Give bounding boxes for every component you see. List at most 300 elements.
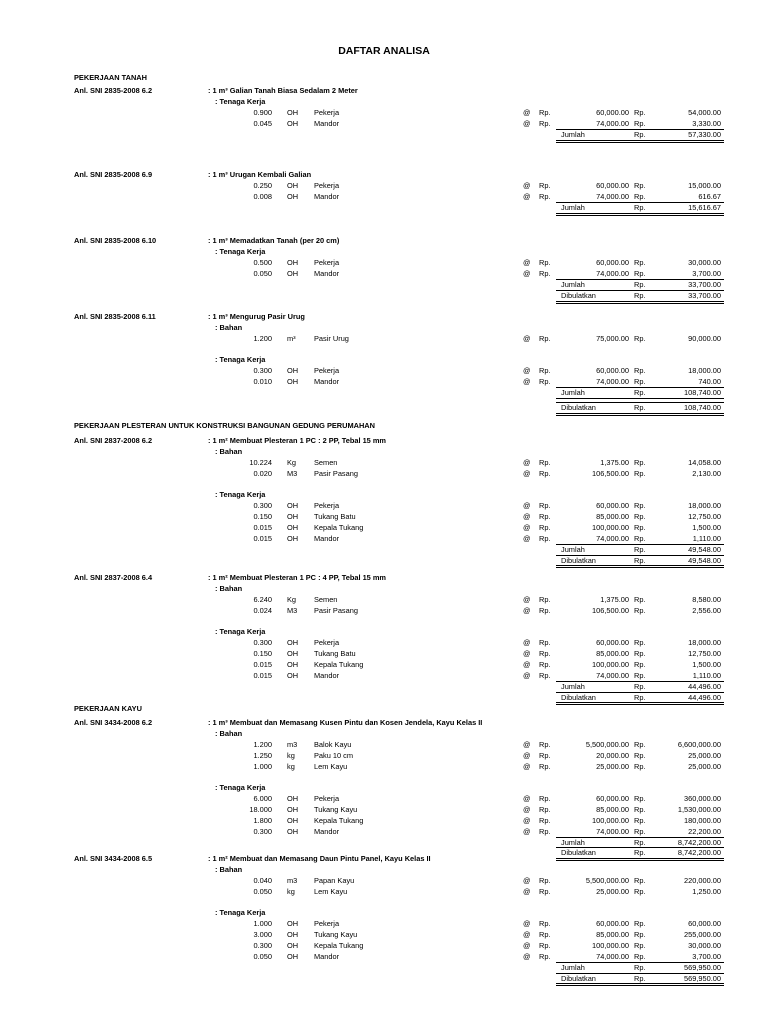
item-unit: m³ xyxy=(287,334,296,344)
item-unit-price: 106,500.00 xyxy=(592,606,629,616)
currency-label: Rp. xyxy=(634,366,646,376)
item-total: 1,110.00 xyxy=(692,533,721,543)
at-sign: @ xyxy=(523,258,531,268)
at-sign: @ xyxy=(523,929,531,939)
summary-rule-double xyxy=(556,704,724,705)
section-heading: PEKERJAAN KAYU xyxy=(74,704,142,713)
analysis-code: Anl. SNI 3434-2008 6.2 xyxy=(74,718,153,727)
currency-label: Rp. xyxy=(634,648,646,658)
item-name: Tukang Batu xyxy=(314,648,356,658)
item-quantity: 3.000 xyxy=(253,929,272,939)
summary-label: Dibulatkan xyxy=(561,692,596,702)
item-name: Pekerja xyxy=(314,181,340,191)
item-total: 1,500.00 xyxy=(692,522,721,532)
item-name: Mandor xyxy=(314,269,340,279)
item-unit: m3 xyxy=(287,740,298,750)
item-unit-price: 20,000.00 xyxy=(596,751,629,761)
item-unit: OH xyxy=(287,501,299,510)
item-name: Pekerja xyxy=(314,919,340,928)
summary-label: Jumlah xyxy=(561,130,585,140)
item-unit-price: 74,000.00 xyxy=(596,119,629,129)
item-unit-price: 75,000.00 xyxy=(596,334,629,344)
currency-label: Rp. xyxy=(634,681,646,691)
summary-rule-double xyxy=(556,303,724,304)
item-unit-price: 100,000.00 xyxy=(592,815,629,825)
summary-label: Dibulatkan xyxy=(561,402,596,412)
summary-label: Jumlah xyxy=(561,387,585,397)
analysis-description: : 1 m² Membuat Plesteran 1 PC : 4 PP, Tebal 15 mm xyxy=(208,573,386,582)
currency-label: Rp. xyxy=(634,402,646,412)
summary-rule-bottom xyxy=(556,702,724,703)
item-unit-price: 60,000.00 xyxy=(596,258,629,268)
currency-label: Rp. xyxy=(634,638,646,647)
at-sign: @ xyxy=(523,887,531,897)
item-total: 180,000.00 xyxy=(684,815,721,825)
item-unit: OH xyxy=(287,511,299,521)
item-unit: OH xyxy=(287,804,299,814)
item-total: 22,200.00 xyxy=(688,826,721,836)
at-sign: @ xyxy=(523,876,531,886)
currency-label: Rp. xyxy=(634,501,646,510)
currency-label: Rp. xyxy=(634,377,646,386)
item-unit: OH xyxy=(287,919,299,928)
group-label: : Tenaga Kerja xyxy=(215,355,266,365)
group-label: : Bahan xyxy=(215,323,243,333)
currency-label: Rp. xyxy=(634,130,646,140)
group-label: : Bahan xyxy=(215,584,243,594)
at-sign: @ xyxy=(523,638,531,647)
at-sign: @ xyxy=(523,458,531,468)
item-quantity: 0.008 xyxy=(253,192,272,202)
item-name: Kepala Tukang xyxy=(314,659,364,669)
item-total: 54,000.00 xyxy=(688,108,721,118)
summary-value: 33,700.00 xyxy=(688,291,721,300)
currency-label: Rp. xyxy=(539,804,551,814)
item-name: Pekerja xyxy=(314,638,340,647)
analysis-code: Anl. SNI 2835-2008 6.2 xyxy=(74,86,153,95)
item-unit-price: 74,000.00 xyxy=(596,533,629,543)
item-total: 740.00 xyxy=(698,377,721,386)
item-quantity: 0.150 xyxy=(253,648,272,658)
summary-value: 57,330.00 xyxy=(688,130,721,140)
item-total: 3,330.00 xyxy=(692,119,721,129)
item-unit: OH xyxy=(287,659,299,669)
analysis-code: Anl. SNI 2835-2008 6.10 xyxy=(74,236,157,245)
currency-label: Rp. xyxy=(634,192,646,202)
item-unit: kg xyxy=(287,751,295,761)
summary-value: 15,616.67 xyxy=(688,203,721,213)
item-unit-price: 85,000.00 xyxy=(596,648,629,658)
currency-label: Rp. xyxy=(634,751,646,761)
item-unit: OH xyxy=(287,377,299,386)
currency-label: Rp. xyxy=(634,670,646,680)
item-unit: OH xyxy=(287,108,299,118)
currency-label: Rp. xyxy=(634,606,646,616)
at-sign: @ xyxy=(523,334,531,344)
currency-label: Rp. xyxy=(539,648,551,658)
item-unit-price: 60,000.00 xyxy=(596,181,629,191)
group-label: : Tenaga Kerja xyxy=(215,783,266,792)
currency-label: Rp. xyxy=(634,659,646,669)
currency-label: Rp. xyxy=(634,469,646,479)
item-total: 8,580.00 xyxy=(692,595,721,605)
summary-label: Jumlah xyxy=(561,280,585,290)
currency-label: Rp. xyxy=(634,555,646,565)
item-unit-price: 25,000.00 xyxy=(596,887,629,897)
analysis-code: Anl. SNI 2837-2008 6.4 xyxy=(74,573,153,582)
item-quantity: 0.500 xyxy=(253,258,272,268)
item-unit-price: 85,000.00 xyxy=(596,511,629,521)
at-sign: @ xyxy=(523,762,531,772)
at-sign: @ xyxy=(523,108,531,118)
analysis-description: : 1 m³ Urugan Kembali Galian xyxy=(208,170,312,179)
item-name: Mandor xyxy=(314,377,340,386)
currency-label: Rp. xyxy=(539,511,551,521)
currency-label: Rp. xyxy=(539,192,551,202)
analysis-description: : 1 m³ Galian Tanah Biasa Sedalam 2 Meter xyxy=(208,86,358,95)
currency-label: Rp. xyxy=(634,740,646,750)
item-total: 60,000.00 xyxy=(688,919,721,928)
item-total: 360,000.00 xyxy=(684,793,721,803)
at-sign: @ xyxy=(523,826,531,836)
item-name: Mandor xyxy=(314,533,340,543)
summary-rule-double xyxy=(556,985,724,986)
currency-label: Rp. xyxy=(634,973,646,983)
at-sign: @ xyxy=(523,501,531,510)
currency-label: Rp. xyxy=(539,887,551,897)
item-quantity: 0.040 xyxy=(253,876,272,886)
item-total: 2,130.00 xyxy=(692,469,721,479)
item-unit: OH xyxy=(287,940,299,950)
item-unit-price: 60,000.00 xyxy=(596,366,629,376)
item-quantity: 6.000 xyxy=(253,793,272,803)
at-sign: @ xyxy=(523,659,531,669)
item-unit: OH xyxy=(287,366,299,376)
currency-label: Rp. xyxy=(539,762,551,772)
item-name: Kepala Tukang xyxy=(314,522,364,532)
at-sign: @ xyxy=(523,648,531,658)
item-unit-price: 106,500.00 xyxy=(592,469,629,479)
currency-label: Rp. xyxy=(634,887,646,897)
summary-rule-double xyxy=(556,860,724,861)
currency-label: Rp. xyxy=(634,280,646,290)
group-label: : Tenaga Kerja xyxy=(215,97,266,107)
currency-label: Rp. xyxy=(539,119,551,129)
currency-label: Rp. xyxy=(539,606,551,616)
summary-rule-bottom xyxy=(556,213,724,214)
currency-label: Rp. xyxy=(634,940,646,950)
analysis-description: : 1 m³ Mengurug Pasir Urug xyxy=(208,312,305,321)
item-unit: OH xyxy=(287,648,299,658)
analysis-description: : 1 m³ Membuat dan Memasang Kusen Pintu dan Kosen Jendela, Kayu Kelas II xyxy=(208,718,483,727)
at-sign: @ xyxy=(523,751,531,761)
item-unit-price: 100,000.00 xyxy=(592,940,629,950)
item-quantity: 10.224 xyxy=(249,458,272,468)
currency-label: Rp. xyxy=(539,108,551,118)
item-quantity: 0.050 xyxy=(253,887,272,897)
item-name: Pekerja xyxy=(314,793,340,803)
currency-label: Rp. xyxy=(634,458,646,468)
group-label: : Bahan xyxy=(215,865,243,875)
item-unit-price: 1,375.00 xyxy=(600,458,629,468)
currency-label: Rp. xyxy=(539,469,551,479)
item-unit-price: 5,500,000.00 xyxy=(585,740,629,750)
summary-label: Jumlah xyxy=(561,681,585,691)
item-unit: OH xyxy=(287,522,299,532)
summary-rule-double xyxy=(556,567,724,568)
item-unit: Kg xyxy=(287,595,297,605)
item-unit: M3 xyxy=(287,469,298,479)
item-unit-price: 74,000.00 xyxy=(596,826,629,836)
section-heading: PEKERJAAN TANAH xyxy=(74,73,147,82)
item-quantity: 0.300 xyxy=(253,366,272,376)
item-total: 12,750.00 xyxy=(688,648,721,658)
summary-value: 8,742,200.00 xyxy=(677,837,721,847)
item-unit-price: 60,000.00 xyxy=(596,919,629,928)
summary-value: 44,496.00 xyxy=(688,681,721,691)
group-label: : Tenaga Kerja xyxy=(215,490,266,500)
at-sign: @ xyxy=(523,192,531,202)
at-sign: @ xyxy=(523,533,531,543)
item-unit: Kg xyxy=(287,458,297,468)
item-quantity: 0.015 xyxy=(253,659,272,669)
item-total: 3,700.00 xyxy=(692,269,721,279)
item-name: Papan Kayu xyxy=(314,876,355,886)
item-total: 90,000.00 xyxy=(688,334,721,344)
summary-label: Jumlah xyxy=(561,837,585,847)
item-unit: OH xyxy=(287,793,299,803)
analysis-description: : 1 m² Membuat dan Memasang Daun Pintu Panel, Kayu Kelas II xyxy=(208,854,431,863)
item-unit: OH xyxy=(287,192,299,202)
item-unit: OH xyxy=(287,269,299,279)
item-unit: OH xyxy=(287,826,299,836)
group-label: : Tenaga Kerja xyxy=(215,908,266,918)
item-unit-price: 74,000.00 xyxy=(596,670,629,680)
at-sign: @ xyxy=(523,511,531,521)
currency-label: Rp. xyxy=(539,751,551,761)
at-sign: @ xyxy=(523,469,531,479)
item-unit-price: 25,000.00 xyxy=(596,762,629,772)
item-unit-price: 60,000.00 xyxy=(596,793,629,803)
currency-label: Rp. xyxy=(634,511,646,521)
item-unit: OH xyxy=(287,670,299,680)
at-sign: @ xyxy=(523,951,531,961)
item-name: Mandor xyxy=(314,192,340,202)
currency-label: Rp. xyxy=(539,826,551,836)
currency-label: Rp. xyxy=(634,826,646,836)
at-sign: @ xyxy=(523,595,531,605)
summary-rule-bottom xyxy=(556,140,724,141)
summary-label: Jumlah xyxy=(561,544,585,554)
currency-label: Rp. xyxy=(634,762,646,772)
currency-label: Rp. xyxy=(634,334,646,344)
currency-label: Rp. xyxy=(539,815,551,825)
item-quantity: 18.000 xyxy=(249,804,272,814)
item-unit-price: 100,000.00 xyxy=(592,522,629,532)
item-name: Mandor xyxy=(314,119,340,129)
item-total: 18,000.00 xyxy=(688,366,721,376)
currency-label: Rp. xyxy=(634,387,646,397)
item-name: Pekerja xyxy=(314,501,340,510)
currency-label: Rp. xyxy=(539,522,551,532)
at-sign: @ xyxy=(523,181,531,191)
item-unit: OH xyxy=(287,929,299,939)
group-label: : Bahan xyxy=(215,447,243,457)
currency-label: Rp. xyxy=(634,522,646,532)
at-sign: @ xyxy=(523,740,531,750)
summary-rule-bottom xyxy=(556,398,724,399)
currency-label: Rp. xyxy=(539,595,551,605)
summary-label: Jumlah xyxy=(561,203,585,213)
summary-value: 108,740.00 xyxy=(684,402,721,412)
item-total: 3,700.00 xyxy=(692,951,721,961)
item-unit: kg xyxy=(287,887,295,897)
item-unit-price: 1,375.00 xyxy=(600,595,629,605)
page-title: DAFTAR ANALISA xyxy=(338,45,430,57)
item-quantity: 0.900 xyxy=(253,108,272,118)
currency-label: Rp. xyxy=(634,595,646,605)
summary-value: 33,700.00 xyxy=(688,280,721,290)
item-name: Pasir Urug xyxy=(314,334,349,344)
currency-label: Rp. xyxy=(539,533,551,543)
summary-value: 569,950.00 xyxy=(684,962,721,972)
item-quantity: 1.000 xyxy=(253,762,272,772)
summary-rule-double xyxy=(556,215,724,216)
summary-rule-bottom xyxy=(556,565,724,566)
summary-value: 49,548.00 xyxy=(688,544,721,554)
currency-label: Rp. xyxy=(634,962,646,972)
item-name: Semen xyxy=(314,595,338,605)
currency-label: Rp. xyxy=(634,269,646,279)
item-unit: m3 xyxy=(287,876,298,886)
item-unit-price: 5,500,000.00 xyxy=(585,876,629,886)
currency-label: Rp. xyxy=(539,334,551,344)
item-name: Mandor xyxy=(314,670,340,680)
item-quantity: 1.250 xyxy=(253,751,272,761)
item-total: 220,000.00 xyxy=(684,876,721,886)
item-total: 25,000.00 xyxy=(688,751,721,761)
currency-label: Rp. xyxy=(539,269,551,279)
currency-label: Rp. xyxy=(539,929,551,939)
item-unit: OH xyxy=(287,258,299,268)
currency-label: Rp. xyxy=(634,848,646,858)
summary-rule-bottom xyxy=(556,413,724,414)
item-unit-price: 74,000.00 xyxy=(596,951,629,961)
item-name: Balok Kayu xyxy=(314,740,352,750)
item-total: 15,000.00 xyxy=(688,181,721,191)
item-unit-price: 60,000.00 xyxy=(596,638,629,647)
currency-label: Rp. xyxy=(539,501,551,510)
item-unit-price: 74,000.00 xyxy=(596,269,629,279)
item-unit-price: 74,000.00 xyxy=(596,192,629,202)
item-unit-price: 60,000.00 xyxy=(596,501,629,510)
item-name: Pasir Pasang xyxy=(314,606,358,616)
currency-label: Rp. xyxy=(634,203,646,213)
currency-label: Rp. xyxy=(634,544,646,554)
currency-label: Rp. xyxy=(634,919,646,928)
currency-label: Rp. xyxy=(539,670,551,680)
item-total: 12,750.00 xyxy=(688,511,721,521)
summary-rule-double xyxy=(556,415,724,416)
item-quantity: 0.015 xyxy=(253,670,272,680)
currency-label: Rp. xyxy=(634,951,646,961)
item-quantity: 6.240 xyxy=(253,595,272,605)
summary-rule-bottom xyxy=(556,983,724,984)
summary-rule-bottom xyxy=(556,858,724,859)
summary-label: Dibulatkan xyxy=(561,973,596,983)
item-total: 14,058.00 xyxy=(688,458,721,468)
at-sign: @ xyxy=(523,804,531,814)
item-name: Lem Kayu xyxy=(314,887,348,897)
summary-label: Dibulatkan xyxy=(561,291,596,300)
item-name: Mandor xyxy=(314,826,340,836)
at-sign: @ xyxy=(523,377,531,386)
item-quantity: 0.250 xyxy=(253,181,272,191)
currency-label: Rp. xyxy=(539,919,551,928)
summary-value: 44,496.00 xyxy=(688,692,721,702)
currency-label: Rp. xyxy=(539,638,551,647)
item-quantity: 0.050 xyxy=(253,951,272,961)
item-unit: M3 xyxy=(287,606,298,616)
item-name: Paku 10 cm xyxy=(314,751,354,761)
summary-label: Dibulatkan xyxy=(561,848,596,858)
at-sign: @ xyxy=(523,269,531,279)
item-unit: OH xyxy=(287,815,299,825)
item-unit-price: 74,000.00 xyxy=(596,377,629,386)
item-quantity: 0.015 xyxy=(253,522,272,532)
item-total: 18,000.00 xyxy=(688,638,721,647)
item-quantity: 0.300 xyxy=(253,501,272,510)
item-quantity: 0.050 xyxy=(253,269,272,279)
item-unit-price: 60,000.00 xyxy=(596,108,629,118)
item-quantity: 0.024 xyxy=(253,606,272,616)
summary-rule-double xyxy=(556,142,724,143)
item-total: 2,556.00 xyxy=(692,606,721,616)
group-label: : Bahan xyxy=(215,729,243,739)
item-total: 25,000.00 xyxy=(688,762,721,772)
currency-label: Rp. xyxy=(634,692,646,702)
item-quantity: 0.010 xyxy=(253,377,272,386)
analysis-code: Anl. SNI 3434-2008 6.5 xyxy=(74,854,153,863)
currency-label: Rp. xyxy=(539,876,551,886)
item-total: 30,000.00 xyxy=(688,258,721,268)
item-name: Tukang Batu xyxy=(314,511,356,521)
item-unit: OH xyxy=(287,638,299,647)
item-quantity: 0.020 xyxy=(253,469,272,479)
item-unit: OH xyxy=(287,951,299,961)
item-total: 18,000.00 xyxy=(688,501,721,510)
item-name: Pasir Pasang xyxy=(314,469,358,479)
at-sign: @ xyxy=(523,815,531,825)
item-name: Tukang Kayu xyxy=(314,929,358,939)
item-unit: OH xyxy=(287,119,299,129)
item-total: 616.67 xyxy=(698,192,721,202)
item-unit-price: 85,000.00 xyxy=(596,929,629,939)
currency-label: Rp. xyxy=(539,951,551,961)
item-quantity: 1.200 xyxy=(253,740,272,750)
currency-label: Rp. xyxy=(634,258,646,268)
analysis-code: Anl. SNI 2835-2008 6.9 xyxy=(74,170,153,179)
currency-label: Rp. xyxy=(634,181,646,191)
item-total: 1,500.00 xyxy=(692,659,721,669)
item-quantity: 1.200 xyxy=(253,334,272,344)
currency-label: Rp. xyxy=(539,366,551,376)
currency-label: Rp. xyxy=(634,876,646,886)
item-total: 255,000.00 xyxy=(684,929,721,939)
item-quantity: 0.300 xyxy=(253,940,272,950)
currency-label: Rp. xyxy=(539,940,551,950)
item-total: 1,110.00 xyxy=(692,670,721,680)
